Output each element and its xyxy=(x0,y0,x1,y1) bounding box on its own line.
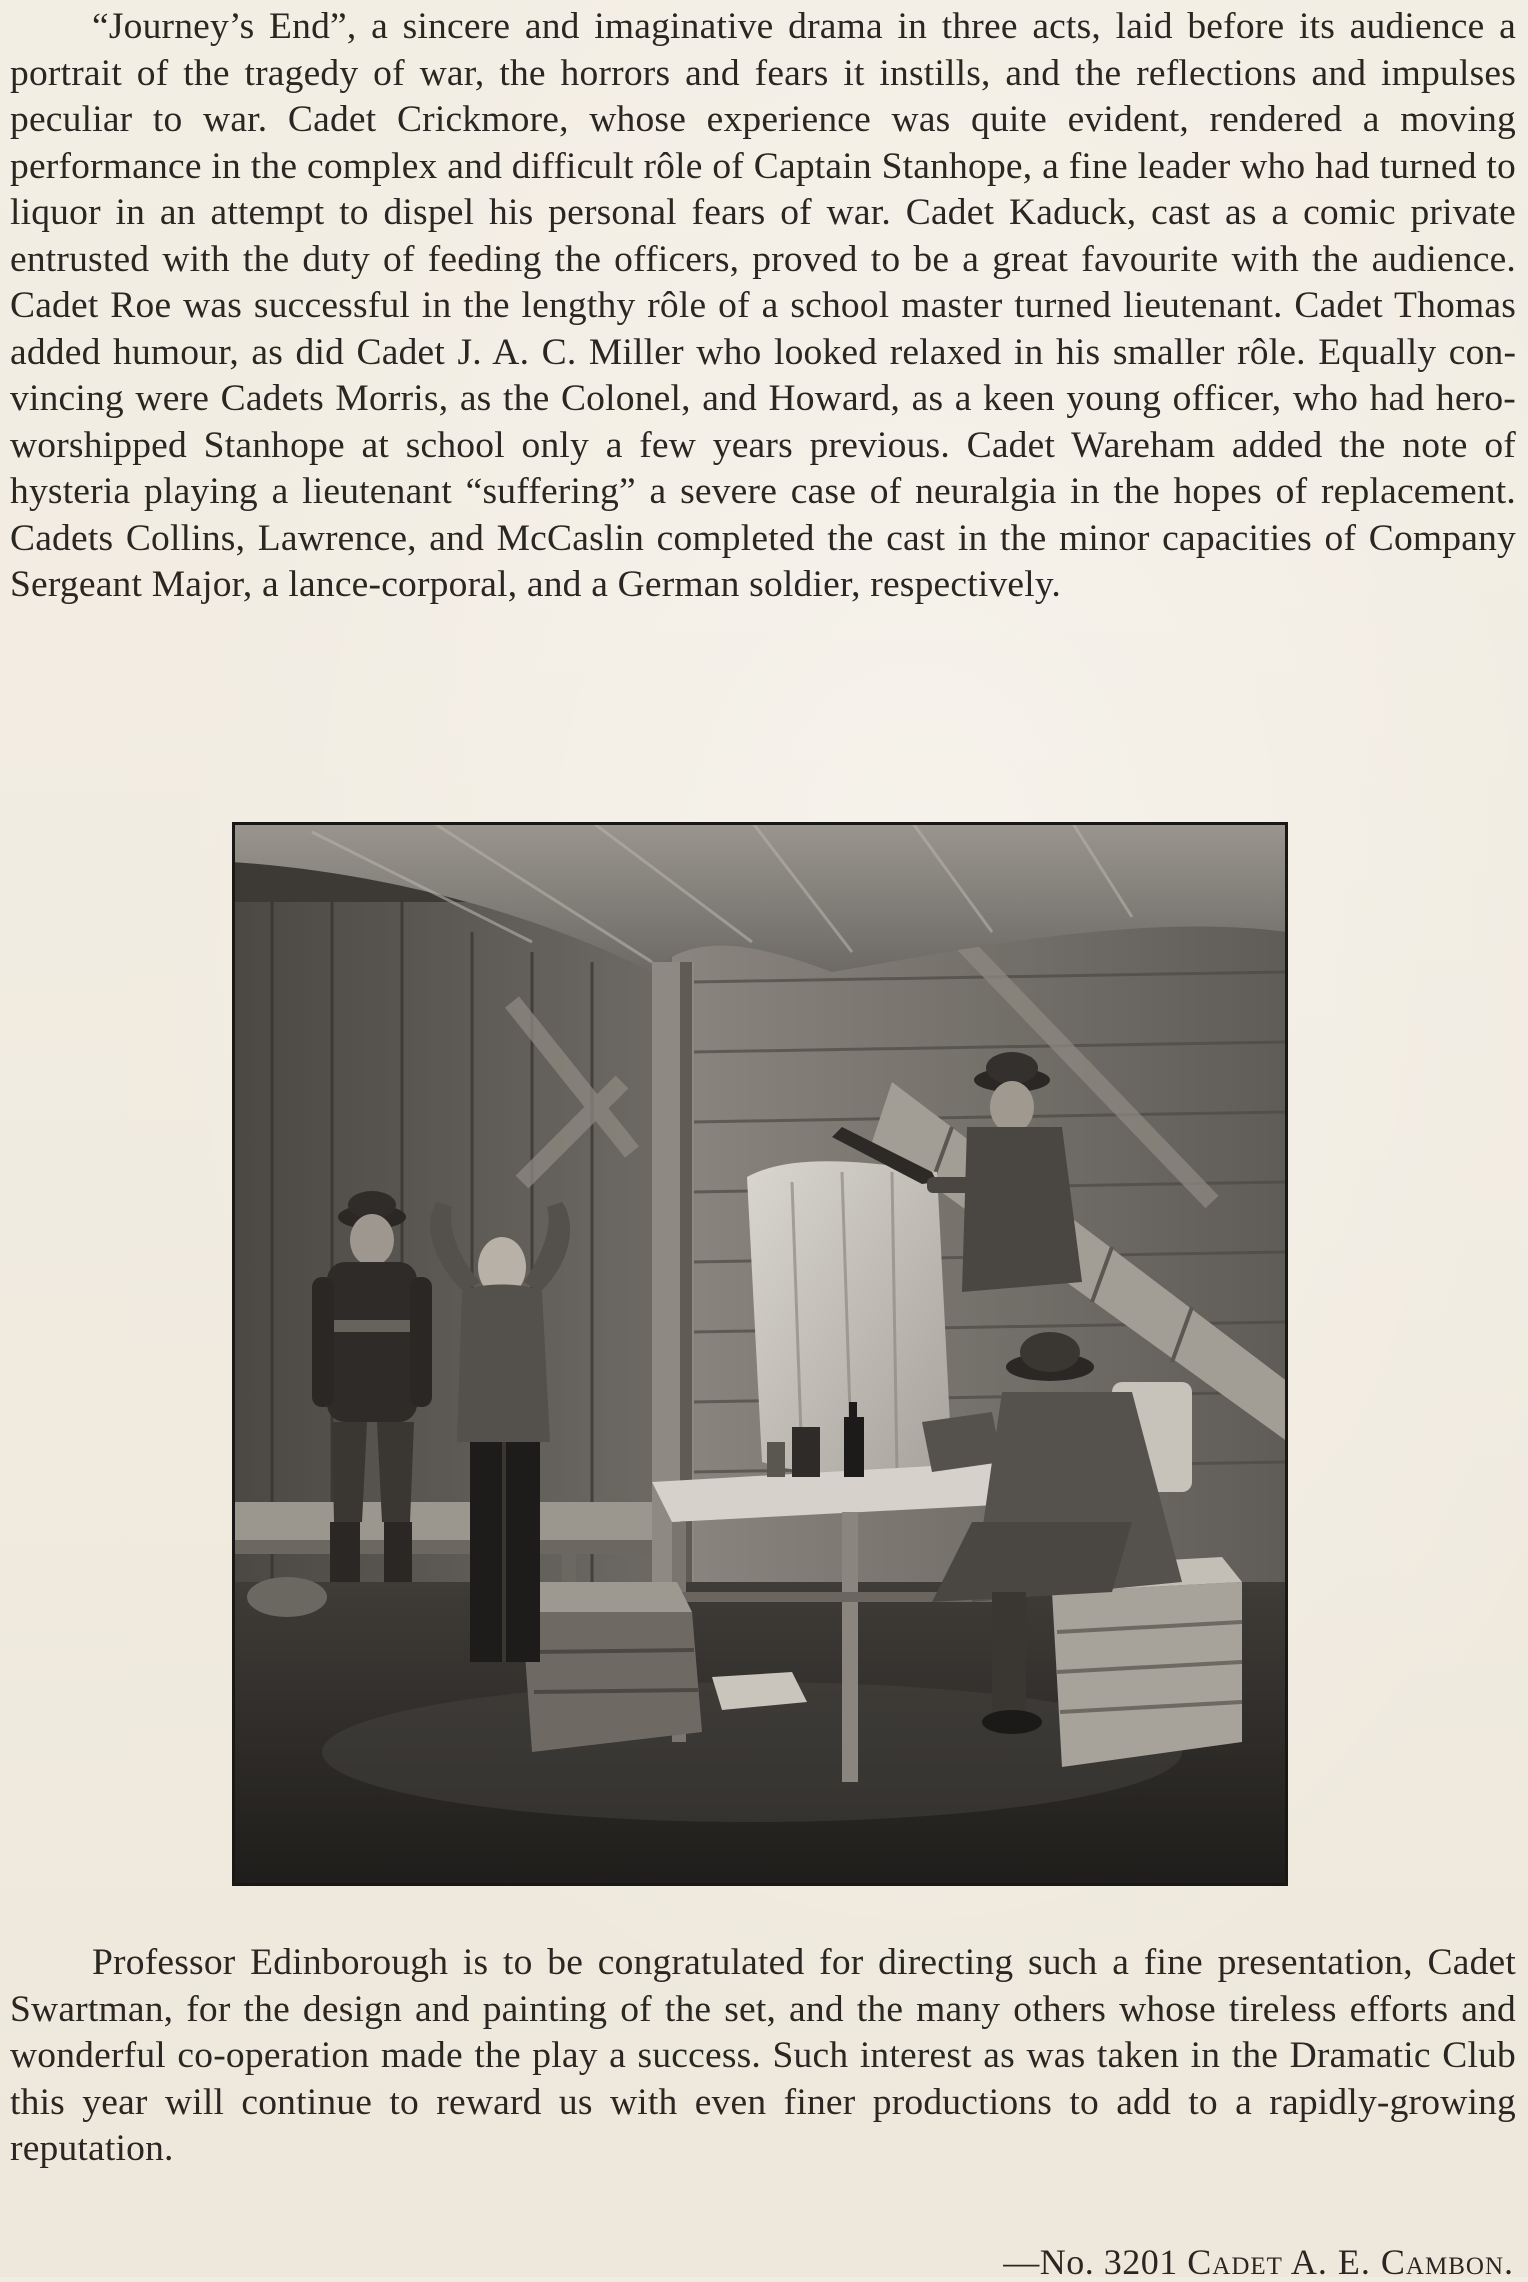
signature-name: Cadet A. E. Cambon. xyxy=(1187,2242,1514,2282)
author-signature xyxy=(1003,2242,1514,2282)
stage-photo xyxy=(232,822,1288,1886)
review-paragraph-2: Professor Edinborough is to be congratulated for directing such a fine presentation, Cadet Swartman, for the design and painting of the set, and the many others whose tireless efforts and wonderful co-operation made the play a success. Such interest as was taken in the Dramatic Club this year will continue to reward us with even finer productions to add to a rapidly-growing reputation. xyxy=(10,1942,1516,2169)
signature-prefix: —No. 3201 xyxy=(1003,2242,1178,2282)
review-paragraph-1: “Journey’s End”, a sincere and imaginative drama in three acts, laid before its audience a portrait of the tragedy of war, the horrors and fears it instills, and the reflections and impulses peculiar to war. Cadet Crickmore, whose experience was quite evident, rendered a moving performance in the complex and difficult rôle of Captain Stanhope, a fine leader who had turned to liquor in an attempt to dispel his personal fears of war. Cadet Kaduck, cast as a comic private entrusted with the duty of feeding the officers, proved to be a great favourite with the audience. Cadet Roe was successful in the lengthy rôle of a school master turned lieutenant. Cadet Thomas added humour, as did Cadet J. A. C. Miller who looked relaxed in his smaller rôle. Equally convincing were Cadets Morris, as the Colonel, and Howard, as a keen young officer, who had hero-worshipped Stanhope at school only a few years previous. Cadet Wareham added the note of hysteria playing a lieutenant “suffering” a severe case of neuralgia in the hopes of replacement. Cadets Collins, Lawrence, and McCaslin completed the cast in the minor capacities of Company Sergeant Major, a lance-corporal, and a German soldier, respectively. xyxy=(10,6,1516,605)
